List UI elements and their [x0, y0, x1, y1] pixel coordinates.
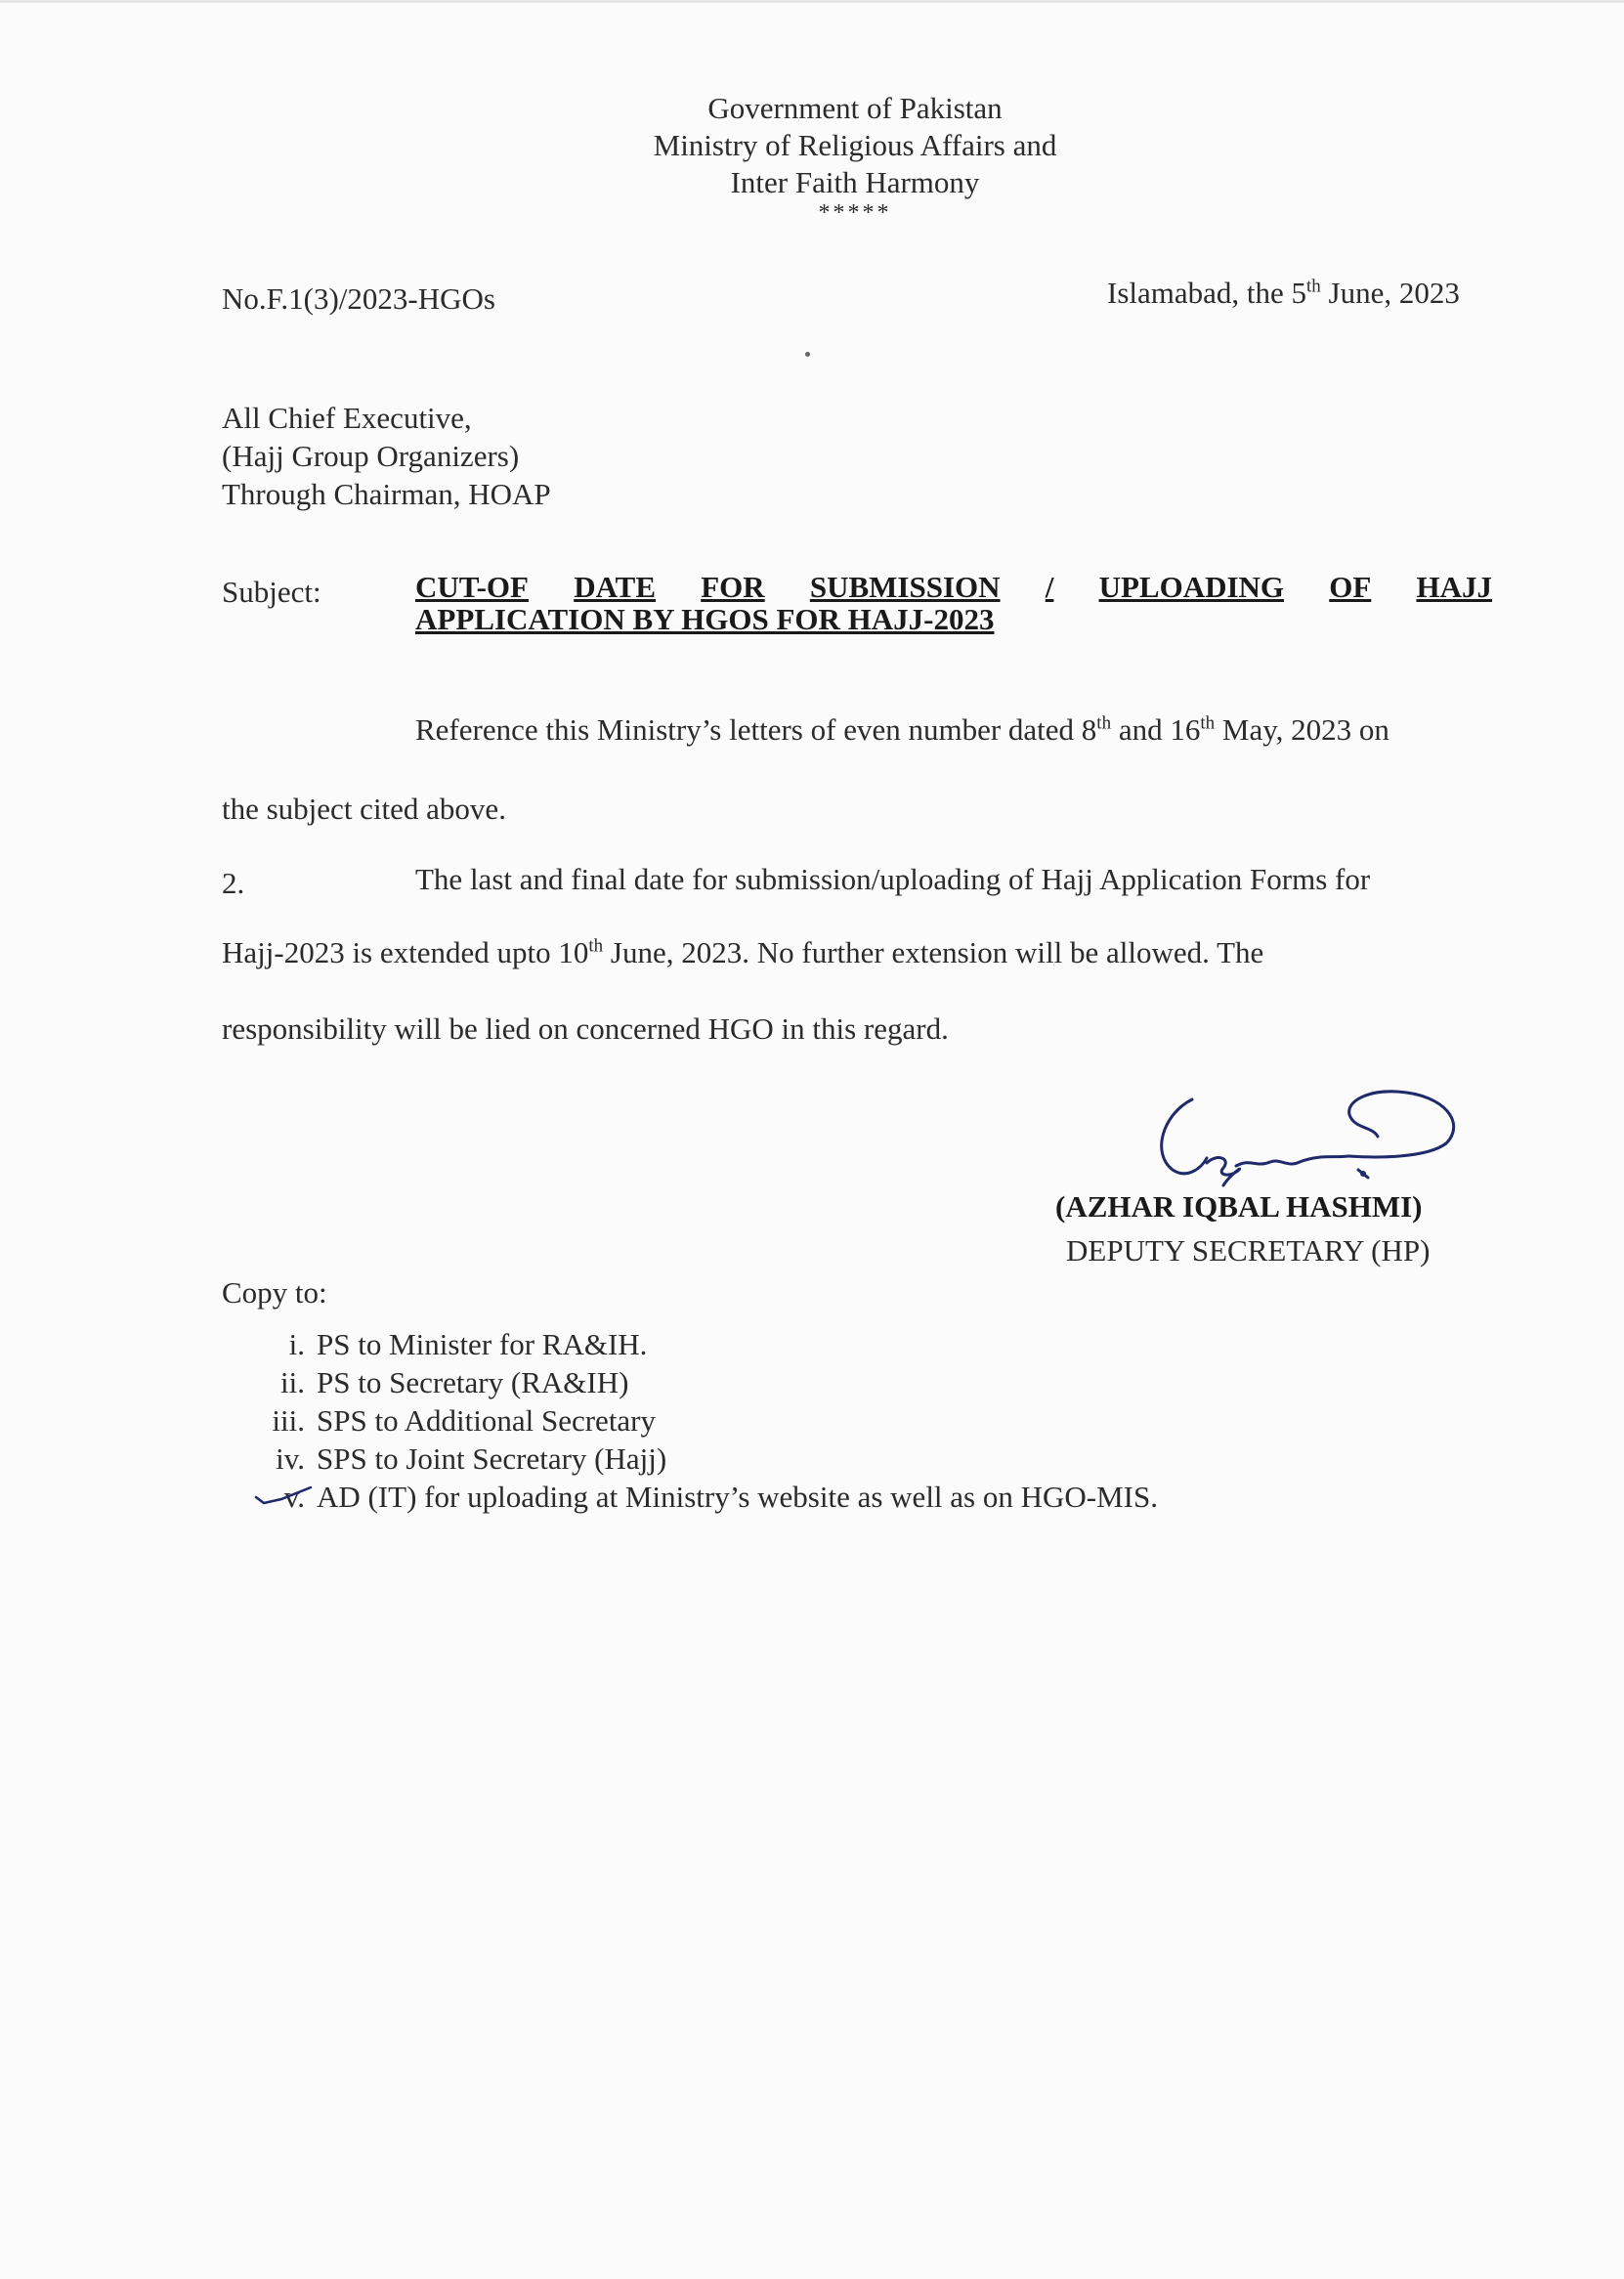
- letterhead-line-3: Inter Faith Harmony: [730, 165, 980, 199]
- paragraph-2-number: 2.: [222, 866, 245, 900]
- paragraph-2-line-1: The last and final date for submission/uploading of Hajj Application Forms for: [415, 862, 1371, 896]
- subject-word: UPLOADING: [1098, 570, 1285, 604]
- letterhead-line-1: Government of Pakistan: [707, 91, 1003, 125]
- copy-item-number: v.: [283, 1480, 305, 1514]
- copy-item-text: PS to Secretary (RA&IH): [317, 1365, 629, 1399]
- subject-word: DATE: [574, 570, 657, 604]
- paragraph-1-line-1: Reference this Ministry’s letters of even number dated 8th and 16th May, 2023 on: [415, 712, 1389, 747]
- subject-word: CUT-OF: [415, 570, 529, 604]
- subject-label: Subject:: [222, 575, 321, 609]
- copy-to-label: Copy to:: [222, 1275, 327, 1310]
- paragraph-2-line-2: Hajj-2023 is extended upto 10th June, 2023. No further extension will be allowed. The: [222, 935, 1264, 969]
- subject-line-2: APPLICATION BY HGOS FOR HAJJ-2023: [415, 602, 995, 636]
- addressee-line-3: Through Chairman, HOAP: [222, 477, 551, 511]
- copy-list-item: [250, 1325, 1158, 1363]
- copy-list-item: [250, 1478, 1158, 1516]
- copy-item-number: i.: [288, 1327, 305, 1361]
- letterhead-line-2: Ministry of Religious Affairs and: [653, 128, 1057, 162]
- subject-word: /: [1045, 570, 1054, 604]
- subject-word: SUBMISSION: [809, 570, 1001, 604]
- copy-item-text: PS to Minister for RA&IH.: [317, 1327, 648, 1361]
- letterhead: [518, 90, 1192, 225]
- handwritten-signature: [1133, 1060, 1466, 1207]
- copy-item-number: iv.: [276, 1441, 305, 1476]
- copy-item-text: SPS to Joint Secretary (Hajj): [317, 1441, 667, 1476]
- copy-item-number: ii.: [280, 1365, 305, 1399]
- scan-edge: [0, 0, 1624, 3]
- speck-dot: [805, 352, 810, 357]
- tick-mark: [252, 1485, 321, 1509]
- paragraph-2-line-3: responsibility will be lied on concerned HGO in this regard.: [222, 1011, 949, 1046]
- copy-item-text: SPS to Additional Secretary: [317, 1403, 657, 1438]
- copy-to-list: [250, 1325, 1158, 1516]
- addressee-line-1: All Chief Executive,: [222, 401, 472, 435]
- subject-block: [415, 570, 1492, 637]
- copy-list-item: [250, 1440, 1158, 1478]
- paragraph-1-line-2: the subject cited above.: [222, 792, 506, 826]
- copy-item-number: iii.: [272, 1403, 305, 1438]
- copy-item-text: AD (IT) for uploading at Ministry’s website as well as on HGO-MIS.: [317, 1480, 1158, 1514]
- copy-list-item: [250, 1401, 1158, 1440]
- reference-number: No.F.1(3)/2023-HGOs: [222, 281, 495, 316]
- subject-word: FOR: [701, 570, 765, 604]
- subject-word: HAJJ: [1416, 570, 1492, 604]
- letterhead-stars: *****: [818, 200, 892, 226]
- addressee-block: [222, 399, 551, 513]
- copy-list: [250, 1325, 1158, 1516]
- copy-list-item: [250, 1363, 1158, 1401]
- subject-word: OF: [1329, 570, 1372, 604]
- addressee-line-2: (Hajj Group Organizers): [222, 439, 520, 473]
- signatory-designation: DEPUTY SECRETARY (HP): [1066, 1233, 1431, 1268]
- subject-line-1: [415, 570, 1492, 605]
- letter-date: Islamabad, the 5th June, 2023: [1107, 276, 1460, 310]
- signatory-name: (AZHAR IQBAL HASHMI): [1055, 1189, 1423, 1224]
